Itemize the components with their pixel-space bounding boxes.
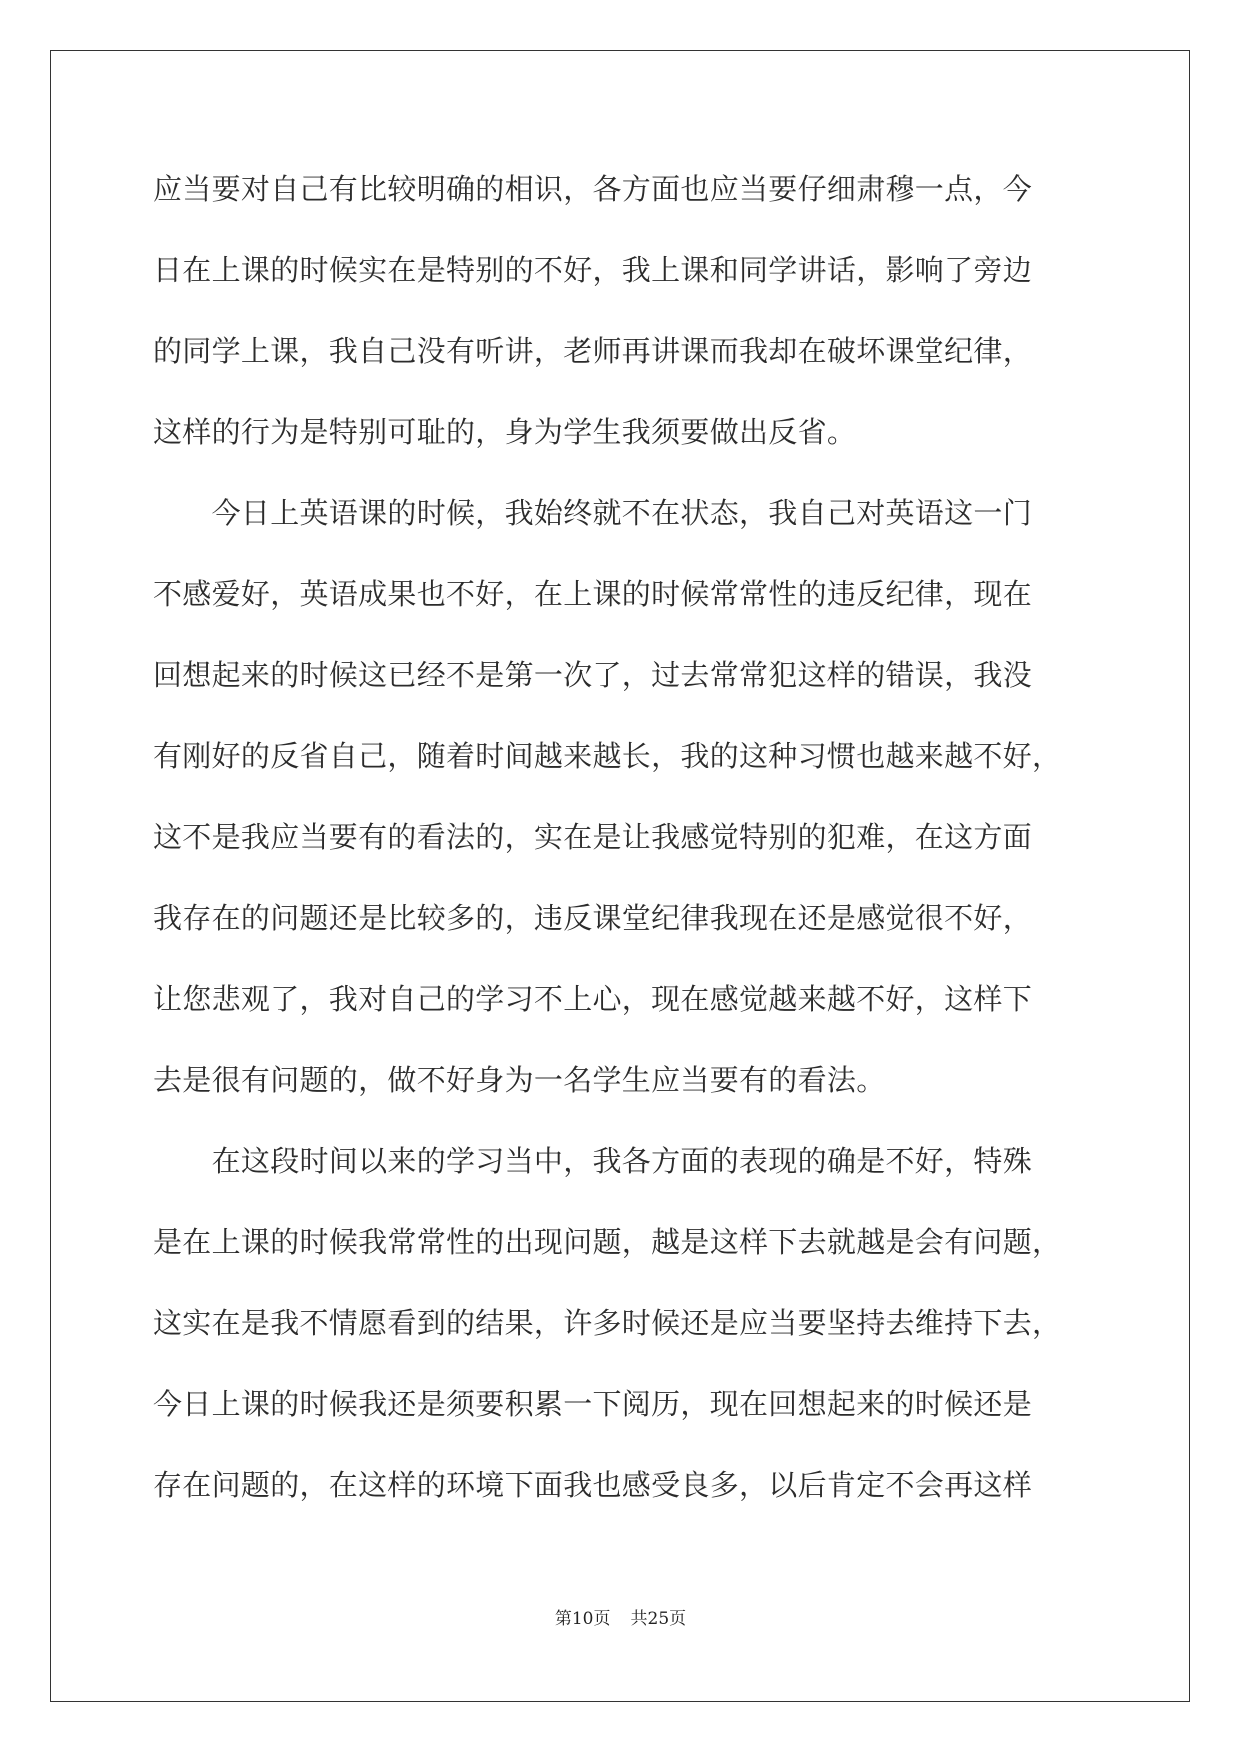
body-text-line: 这样的行为是特别可耻的，身为学生我须要做出反省。 bbox=[153, 415, 857, 449]
body-text-line: 这实在是我不情愿看到的结果，许多时候还是应当要坚持去维持下去， bbox=[153, 1306, 1062, 1340]
body-text-line: 这不是我应当要有的看法的，实在是让我感觉特别的犯难，在这方面 bbox=[153, 820, 1033, 854]
body-text-line: 让您悲观了，我对自己的学习不上心，现在感觉越来越不好，这样下 bbox=[153, 982, 1033, 1016]
body-text-line: 在这段时间以来的学习当中，我各方面的表现的确是不好，特殊 bbox=[153, 1144, 1033, 1178]
body-text-line: 日在上课的时候实在是特别的不好，我上课和同学讲话，影响了旁边 bbox=[153, 253, 1033, 287]
body-text-line: 是在上课的时候我常常性的出现问题，越是这样下去就越是会有问题， bbox=[153, 1225, 1062, 1259]
body-text-line: 有刚好的反省自己，随着时间越来越长，我的这种习惯也越来越不好， bbox=[153, 739, 1062, 773]
page-border bbox=[50, 50, 1190, 1702]
body-text-line: 的同学上课，我自己没有听讲，老师再讲课而我却在破坏课堂纪律， bbox=[153, 334, 1033, 368]
body-text-line: 不感爱好，英语成果也不好，在上课的时候常常性的违反纪律，现在 bbox=[153, 577, 1033, 611]
body-text-line: 应当要对自己有比较明确的相识，各方面也应当要仔细肃穆一点，今 bbox=[153, 172, 1033, 206]
body-text-line: 我存在的问题还是比较多的，违反课堂纪律我现在还是感觉很不好， bbox=[153, 901, 1033, 935]
page-total: 共25页 bbox=[630, 1609, 687, 1629]
page-number: 第10页 bbox=[554, 1609, 611, 1629]
body-text-line: 今日上课的时候我还是须要积累一下阅历，现在回想起来的时候还是 bbox=[153, 1387, 1033, 1421]
body-text-line: 存在问题的，在这样的环境下面我也感受良多，以后肯定不会再这样 bbox=[153, 1468, 1033, 1502]
body-text-line: 去是很有问题的，做不好身为一名学生应当要有的看法。 bbox=[153, 1063, 886, 1097]
body-text-line: 回想起来的时候这已经不是第一次了，过去常常犯这样的错误，我没 bbox=[153, 658, 1033, 692]
page-footer bbox=[0, 1607, 1241, 1631]
body-text-line: 今日上英语课的时候，我始终就不在状态，我自己对英语这一门 bbox=[153, 496, 1033, 530]
